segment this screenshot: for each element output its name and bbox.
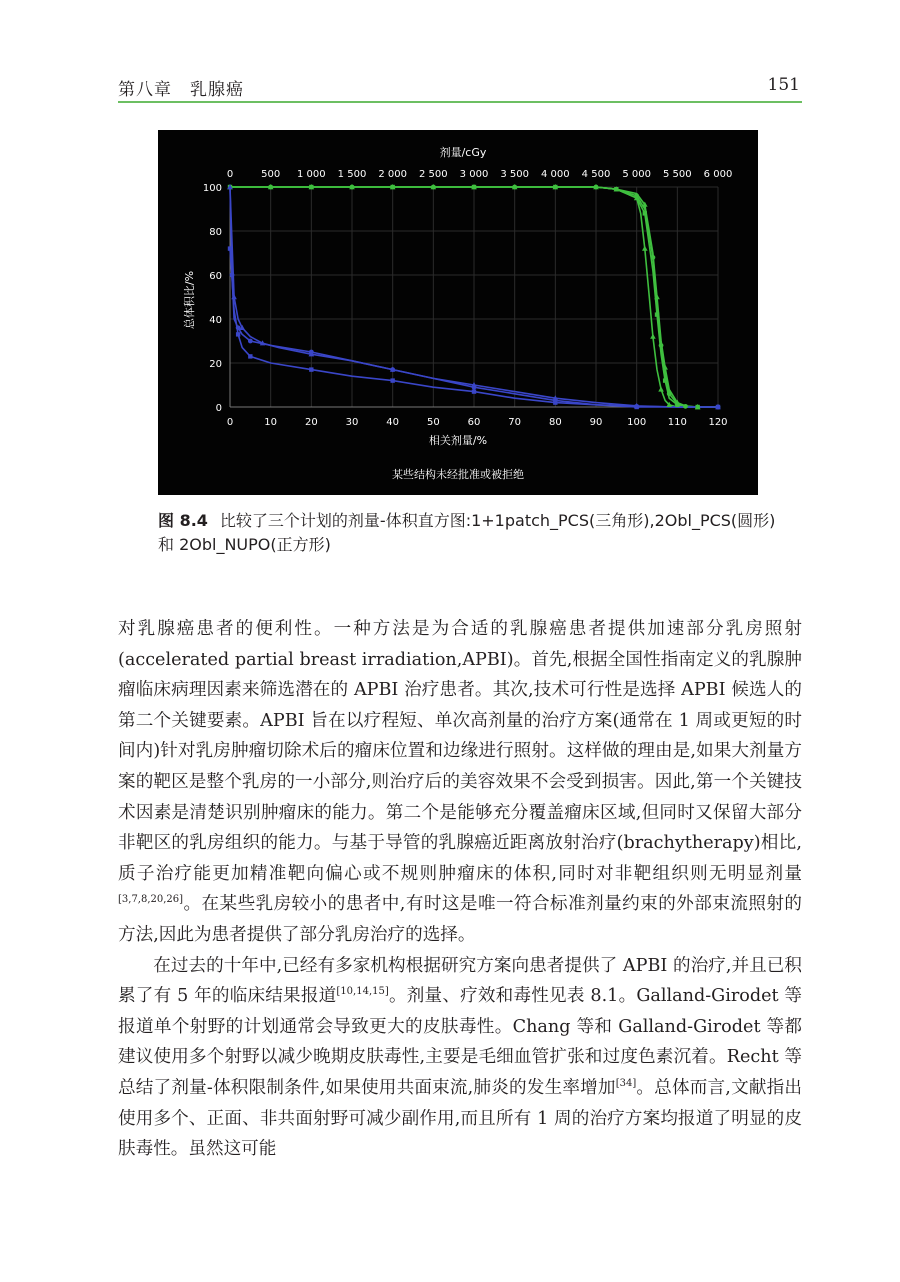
- top-axis-label: 剂量/cGy: [439, 146, 487, 159]
- data-point: [675, 403, 679, 407]
- x-tick-label: 50: [426, 417, 440, 428]
- data-point: [390, 367, 395, 372]
- y-tick-label: 40: [209, 315, 222, 326]
- data-point: [309, 185, 313, 189]
- x-tick-label: 100: [627, 417, 647, 428]
- chart-ticks: [203, 169, 732, 428]
- x-tick-label: 20: [304, 417, 318, 428]
- y-tick-label: 60: [209, 271, 222, 282]
- top-tick-label: 1 000: [297, 169, 326, 180]
- data-point: [683, 404, 688, 409]
- x-tick-label: 110: [667, 417, 687, 428]
- data-point: [230, 273, 235, 278]
- data-point: [667, 391, 672, 396]
- data-point: [248, 339, 253, 344]
- x-tick-label: 80: [548, 417, 562, 428]
- data-point: [309, 350, 314, 355]
- x-tick-label: 0: [226, 417, 234, 428]
- x-axis-label: 相关剂量/%: [428, 434, 488, 447]
- top-tick-label: 5 500: [663, 169, 692, 180]
- y-tick-label: 20: [209, 359, 222, 370]
- y-axis-label: 总体积比/%: [183, 270, 196, 330]
- data-point: [472, 389, 476, 393]
- data-point: [614, 187, 618, 191]
- x-tick-label: 30: [345, 417, 359, 428]
- running-header: [118, 71, 802, 105]
- top-tick-label: 5 000: [622, 169, 651, 180]
- top-tick-label: 2 000: [378, 169, 407, 180]
- data-point: [642, 246, 648, 251]
- data-point: [472, 385, 477, 390]
- data-point: [553, 400, 557, 404]
- data-point: [716, 405, 720, 409]
- y-tick-label: 100: [202, 183, 222, 194]
- data-point: [231, 294, 237, 299]
- citation-ref: [10,14,15]: [336, 986, 389, 998]
- data-point: [390, 378, 394, 382]
- data-point: [634, 405, 638, 409]
- header-rule: [118, 101, 802, 103]
- paragraph: [118, 614, 802, 951]
- data-point: [659, 343, 664, 348]
- paragraph-text: 。在某些乳房较小的患者中,有时这是唯一符合标准剂量约束的外部束流照射的方法,因此为患者提供了部分乳房治疗的选择。: [118, 894, 802, 945]
- top-tick-label: 1 500: [337, 169, 367, 180]
- data-point: [553, 185, 557, 189]
- top-tick-label: 6 000: [703, 169, 733, 180]
- data-point: [472, 185, 476, 189]
- top-tick-label: 2 500: [419, 169, 448, 180]
- y-tick-label: 0: [215, 403, 222, 414]
- x-tick-label: 40: [386, 417, 400, 428]
- top-tick-label: 3 000: [459, 169, 489, 180]
- data-point: [236, 332, 240, 336]
- chapter-title: 第八章 乳腺癌: [118, 80, 244, 100]
- figure-footer-note: 某些结构未经批准或被拒绝: [392, 468, 524, 481]
- data-point: [390, 185, 394, 189]
- data-point: [663, 378, 667, 382]
- top-tick-label: 0: [226, 169, 234, 180]
- body-text: [118, 614, 802, 1165]
- citation-ref: [34]: [615, 1077, 637, 1089]
- page-number: 151: [767, 75, 800, 95]
- figure-caption-text: 比较了三个计划的剂量-体积直方图:1+1patch_PCS(三角形),2Obl_PCS(圆形)和 2Obl_NUPO(正方形): [158, 511, 776, 554]
- chart-grid: [230, 187, 718, 407]
- data-point: [248, 354, 252, 358]
- x-tick-label: 10: [264, 417, 278, 428]
- top-tick-label: 4 500: [581, 169, 611, 180]
- top-tick-label: 3 500: [500, 169, 529, 180]
- x-tick-label: 90: [589, 417, 603, 428]
- data-point: [651, 255, 656, 260]
- data-point: [236, 325, 241, 330]
- data-point: [643, 211, 647, 215]
- dvh-figure: [158, 130, 758, 495]
- figure-caption: [158, 509, 778, 557]
- data-point: [650, 334, 656, 339]
- paragraph-text: 。总体而言,文献指出使用多个、正面、非共面射野可减少副作用,而且所有 1 周的治疗方案均报道了明显的皮肤毒性。虽然这可能: [118, 1077, 802, 1160]
- data-point: [228, 246, 232, 250]
- top-tick-label: 500: [261, 169, 281, 180]
- y-tick-label: 80: [209, 227, 222, 238]
- x-tick-label: 70: [508, 417, 522, 428]
- figure-caption-label: 图 8.4: [158, 511, 208, 530]
- top-tick-label: 4 000: [541, 169, 570, 180]
- paragraph: [118, 951, 802, 1165]
- paragraph-text: 。剂量、疗效和毒性见表 8.1。Galland-Girodet 等报道单个射野的计划通常会导致更大的皮肤毒性。Chang 等和 Galland-Girodet 等都建议使用多个射野以减少晚期皮肤毒性,主要是毛细血管扩张和过度色素沉着。Recht 等总结了剂量-体积限制条件,如果使用共面束流,肺炎的发生率增加: [118, 986, 802, 1098]
- citation-ref: [3,7,8,20,26]: [118, 894, 184, 906]
- x-tick-label: 60: [467, 417, 481, 428]
- x-tick-label: 120: [708, 417, 728, 428]
- data-point: [658, 386, 664, 391]
- data-point: [309, 367, 313, 371]
- paragraph-text: 对乳腺癌患者的便利性。一种方法是为合适的乳腺癌患者提供加速部分乳房照射(accelerated partial breast irradiation,APBI)。首先,根据全国性指南定义的乳腺肿瘤临床病理因素来筛选潜在的 APBI 治疗患者。其次,技术可行性是选择 APBI 候选人的第二个关键要素。APBI 旨在以疗程短、单次高剂量的治疗方案(通常在 1 周或更短的时间内)针对乳房肿瘤切除术后的瘤床位置和边缘进行照射。这样做的理由是,如果大剂量方案的靶区是整个乳房的一小部分,则治疗后的美容效果不会受到损害。因此,第一个关键技术因素是清楚识别肿瘤床的能力。第二个是能够充分覆盖瘤床区域,但同时又保留大部分非靶区的乳房组织的能力。与基于导管的乳腺癌近距离放射治疗(brachytherapy)相比,质子治疗能更加精准靶向偏心或不规则肿瘤床的体积,同时对非靶组织则无明显剂量: [118, 619, 802, 884]
- dvh-chart: [158, 130, 758, 495]
- data-point: [655, 312, 659, 316]
- paragraph-text: 在过去的十年中,已经有多家机构根据研究方案向患者提供了 APBI 的治疗,并且已积累了有 5 年的临床结果报道: [118, 955, 802, 1007]
